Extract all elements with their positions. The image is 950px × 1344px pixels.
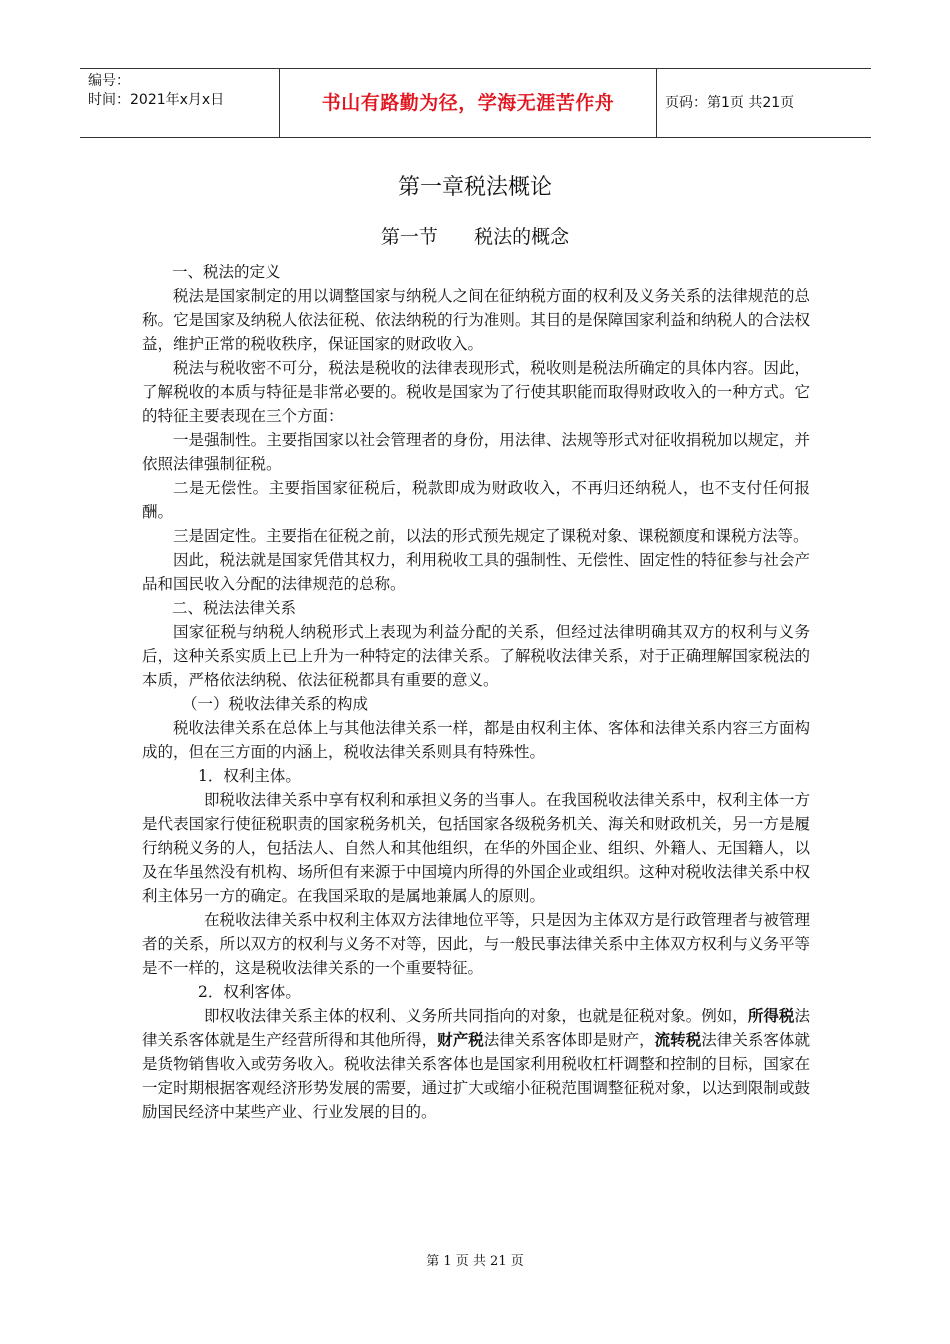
text-run: 法律关系客体就是货物销售收入或劳务收入。税收法律关系客体也是国家利用税收杠杆调整和控制的目标，国家在一定时期根据客观经济形势发展的需要，通过扩大或缩小征税范围调整征税对象，以达到限制或鼓励国民经济中某些产业、行业发展的目的。 — [142, 1031, 810, 1121]
paragraph — [142, 1004, 810, 1124]
heading-object: 2．权利客体。 — [198, 983, 301, 1001]
paragraph: 一是强制性。主要指国家以社会管理者的身份，用法律、法规等形式对征收捐税加以规定，并依照法律强制征税。 — [142, 431, 810, 473]
doc-number-label: 编号： — [88, 73, 130, 89]
document-body — [142, 260, 810, 1124]
heading-subject: 1．权利主体。 — [198, 767, 301, 785]
paragraph: 因此，税法就是国家凭借其权力，利用税收工具的强制性、无偿性、固定性的特征参与社会产品和国民收入分配的法律规范的总称。 — [142, 551, 810, 593]
bold-term-income-tax: 所得税 — [747, 1007, 795, 1025]
paragraph: 税收法律关系在总体上与其他法律关系一样，都是由权利主体、客体和法律关系内容三方面构成的，但在三方面的内涵上，税收法律关系则具有特殊性。 — [142, 719, 810, 761]
header-meta-cell — [80, 69, 280, 137]
paragraph: 税法是国家制定的用以调整国家与纳税人之间在征纳税方面的权利及义务关系的法律规范的总称。它是国家及纳税人依法征税、依法纳税的行为准则。其目的是保障国家利益和纳税人的合法权益，维护正常的税收秩序，保证国家的财政收入。 — [142, 287, 810, 353]
text-run: 即权收法律关系主体的权利、义务所共同指向的对象，也就是征税对象。例如， — [204, 1007, 748, 1025]
chapter-title: 第一章税法概论 — [397, 175, 552, 200]
paragraph: 即税收法律关系中享有权利和承担义务的当事人。在我国税收法律关系中，权利主体一方是代表国家行使征税职责的国家税务机关，包括国家各级税务机关、海关和财政机关，另一方是履行纳税义务的人，包括法人、自然人和其他组织，在华的外国企业、组织、外籍人、无国籍人，以及在华虽然没有机构、场所但有来源于中国境内所得的外国企业或组织。这种对税收法律关系中权利主体另一方的确定。在我国采取的是属地兼属人的原则。 — [142, 791, 810, 905]
text-run: 法律关系客体就是生产经营所得和其他所得， — [142, 1007, 810, 1049]
header-page-code: 页码：第1页 共21页 — [665, 95, 795, 111]
header-motto: 书山有路勤为径，学海无涯苦作舟 — [280, 69, 657, 137]
heading-legal-relation: 二、税法法律关系 — [172, 599, 297, 617]
paragraph: 税法与税收密不可分，税法是税收的法律表现形式，税收则是税法所确定的具体内容。因此，了解税收的本质与特征是非常必要的。税收是国家为了行使其职能而取得财政收入的一种方式。它的特征主要表现在三个方面： — [142, 359, 810, 425]
paragraph: 三是固定性。主要指在征税之前，以法的形式预先规定了课税对象、课税额度和课税方法等。 — [173, 527, 809, 545]
heading-composition: （一）税收法律关系的构成 — [182, 695, 369, 713]
heading-definition: 一、税法的定义 — [172, 263, 281, 281]
paragraph: 在税收法律关系中权利主体双方法律地位平等，只是因为主体双方是行政管理者与被管理者的关系，所以双方的权利与义务不对等，因此，与一般民事法律关系中主体双方权利与义务平等是不一样的，这是税收法律关系的一个重要特征。 — [142, 911, 810, 977]
text-run: 法律关系客体即是财产， — [483, 1031, 655, 1049]
paragraph: 二是无偿性。主要指国家征税后，税款即成为财政收入，不再归还纳税人，也不支付任何报酬。 — [142, 479, 810, 521]
paragraph: 国家征税与纳税人纳税形式上表现为利益分配的关系，但经过法律明确其双方的权利与义务后，这种关系实质上已上升为一种特定的法律关系。了解税收法律关系，对于正确理解国家税法的本质，严格依法纳税、依法征税都具有重要的意义。 — [142, 623, 810, 689]
page-footer: 第 1 页 共 21 页 — [426, 1254, 524, 1269]
bold-term-turnover-tax: 流转税 — [654, 1031, 702, 1049]
bold-term-property-tax: 财产税 — [437, 1031, 484, 1049]
header-table — [80, 68, 871, 138]
section-title: 第一节 税法的概念 — [380, 226, 570, 248]
doc-time-label: 时间：2021年x月x日 — [88, 92, 225, 108]
